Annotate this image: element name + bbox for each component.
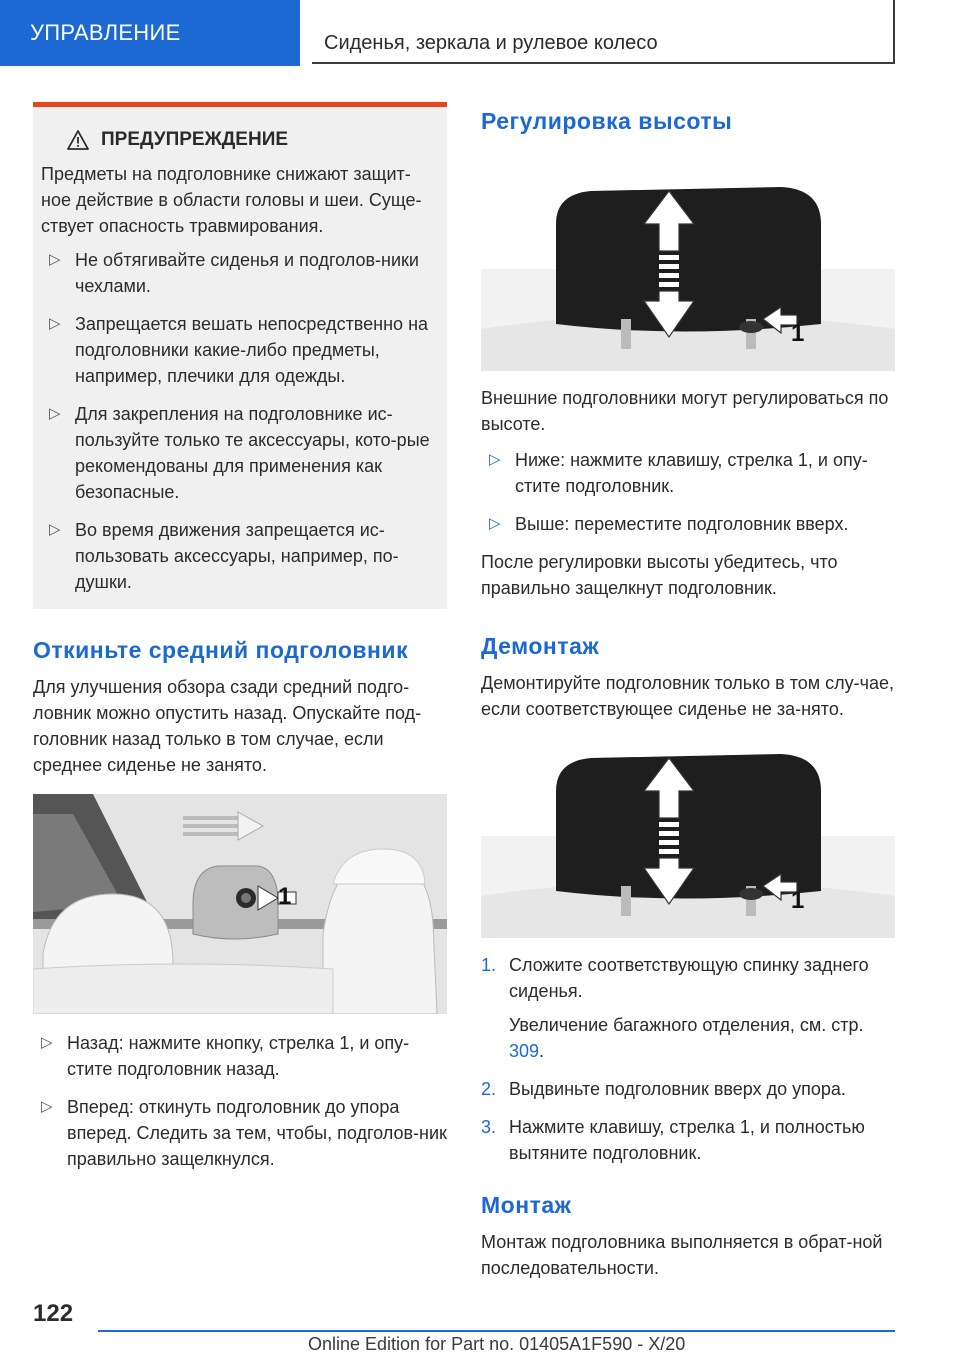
install-text: Монтаж подголовника выполняется в обрат-ной последовательности. (481, 1232, 883, 1278)
list-item (41, 517, 439, 595)
list-item (481, 952, 895, 1064)
height-heading: Регулировка высоты (481, 108, 733, 134)
warning-box (33, 102, 447, 609)
fold-heading: Откиньте средний подголовник (33, 637, 409, 663)
headrest-image (481, 179, 895, 371)
callout-number: 1 (278, 883, 292, 910)
triangle-bullet-icon: ▷ (41, 1034, 53, 1051)
section-tab[interactable]: УПРАВЛЕНИЕ (0, 0, 300, 66)
height-text: Внешние подголовники могут регулироваться по высоте. (481, 388, 889, 434)
page-number: 122 (33, 1300, 74, 1327)
callout-number: 1 (791, 320, 805, 347)
list-item (33, 1094, 447, 1172)
fold-text: Для улучшения обзора сзади средний подго-ловник можно опустить назад. Опускайте под-головник назад только в том случае, если среднее сиденье не занято. (33, 677, 422, 775)
step-text: Нажмите клавишу, стрелка 1, и полностью вытяните подголовник. (509, 1117, 865, 1163)
list-item (41, 247, 439, 299)
step-number: 3. (481, 1117, 497, 1137)
list-item-text: Выше: переместите подголовник вверх. (515, 514, 849, 534)
list-item (481, 1076, 895, 1102)
warning-list (41, 247, 439, 595)
rear-seat-illustration (33, 794, 447, 1014)
chapter-title: Сиденья, зеркала и рулевое колесо (312, 0, 895, 64)
triangle-bullet-icon: ▷ (489, 451, 501, 468)
install-heading: Монтаж (481, 1192, 572, 1218)
triangle-bullet-icon: ▷ (489, 515, 501, 532)
triangle-bullet-icon: ▷ (49, 521, 61, 538)
step-number: 2. (481, 1079, 497, 1099)
list-item-text: Для закрепления на подголовнике ис-пользуйте только те аксессуары, кото-рые рекомендованы для применения как безопасные. (75, 404, 430, 502)
step-subtext (509, 1012, 895, 1064)
list-item-text: Ниже: нажмите клавишу, стрелка 1, и опу-стите подголовник. (515, 450, 868, 496)
triangle-bullet-icon: ▷ (49, 405, 61, 422)
list-item-text: Не обтягивайте сиденья и подголов-ники чехлами. (75, 250, 419, 296)
list-item (41, 311, 439, 389)
fold-list (33, 1030, 447, 1172)
list-item (33, 1030, 447, 1082)
triangle-bullet-icon: ▷ (49, 315, 61, 332)
list-item-text: Назад: нажмите кнопку, стрелка 1, и опу-стите подголовник назад. (67, 1033, 410, 1079)
headrest-height-illustration (481, 179, 895, 371)
warning-heading (67, 129, 439, 151)
callout-number: 1 (791, 887, 805, 914)
step-text: Сложите соответствующую спинку заднего сиденья. (509, 955, 869, 1001)
warning-title: ПРЕДУПРЕЖДЕНИЕ (101, 129, 289, 150)
list-item (481, 511, 895, 537)
step-number: 1. (481, 955, 497, 975)
left-column (33, 102, 447, 1184)
list-item (481, 1114, 895, 1166)
list-item (41, 401, 439, 505)
list-item-text: Запрещается вешать непосредственно на подголовники какие-либо предметы, например, плечики для одежды. (75, 314, 429, 386)
warning-triangle-icon (67, 130, 89, 150)
height-list (481, 447, 895, 537)
step-text: Выдвиньте подголовник вверх до упора. (509, 1079, 846, 1099)
triangle-bullet-icon: ▷ (41, 1098, 53, 1115)
step-subtext-prefix: Увеличение багажного отделения, см. стр. (509, 1015, 864, 1035)
triangle-bullet-icon: ▷ (49, 251, 61, 268)
headrest-image (481, 742, 895, 938)
removal-heading: Демонтаж (481, 633, 600, 659)
edition-footer[interactable]: Online Edition for Part no. 01405A1F590 - X/20 (308, 1334, 686, 1354)
removal-text: Демонтируйте подголовник только в том слу-чае, если соответствующее сиденье не за-нято. (481, 673, 895, 719)
rear-seat-image (33, 794, 447, 1014)
footer-divider (98, 1330, 895, 1332)
removal-steps (481, 952, 895, 1166)
page-reference-link[interactable]: 309 (509, 1041, 540, 1061)
list-item-text: Во время движения запрещается ис-пользовать аксессуары, например, по-душки. (75, 520, 399, 592)
warning-intro: Предметы на подголовнике снижают защит-ное действие в области головы и шеи. Суще-ствует опасность травмирования. (41, 164, 422, 236)
height-after-text: После регулировки высоты убедитесь, что правильно защелкнут подголовник. (481, 552, 838, 598)
headrest-removal-illustration (481, 742, 895, 938)
step-subtext-suffix: . (539, 1041, 545, 1061)
right-column (481, 100, 895, 1281)
list-item (481, 447, 895, 499)
list-item-text: Вперед: откинуть подголовник до упора вперед. Следить за тем, чтобы, подголов-ник правильно защелкнулся. (67, 1097, 447, 1169)
